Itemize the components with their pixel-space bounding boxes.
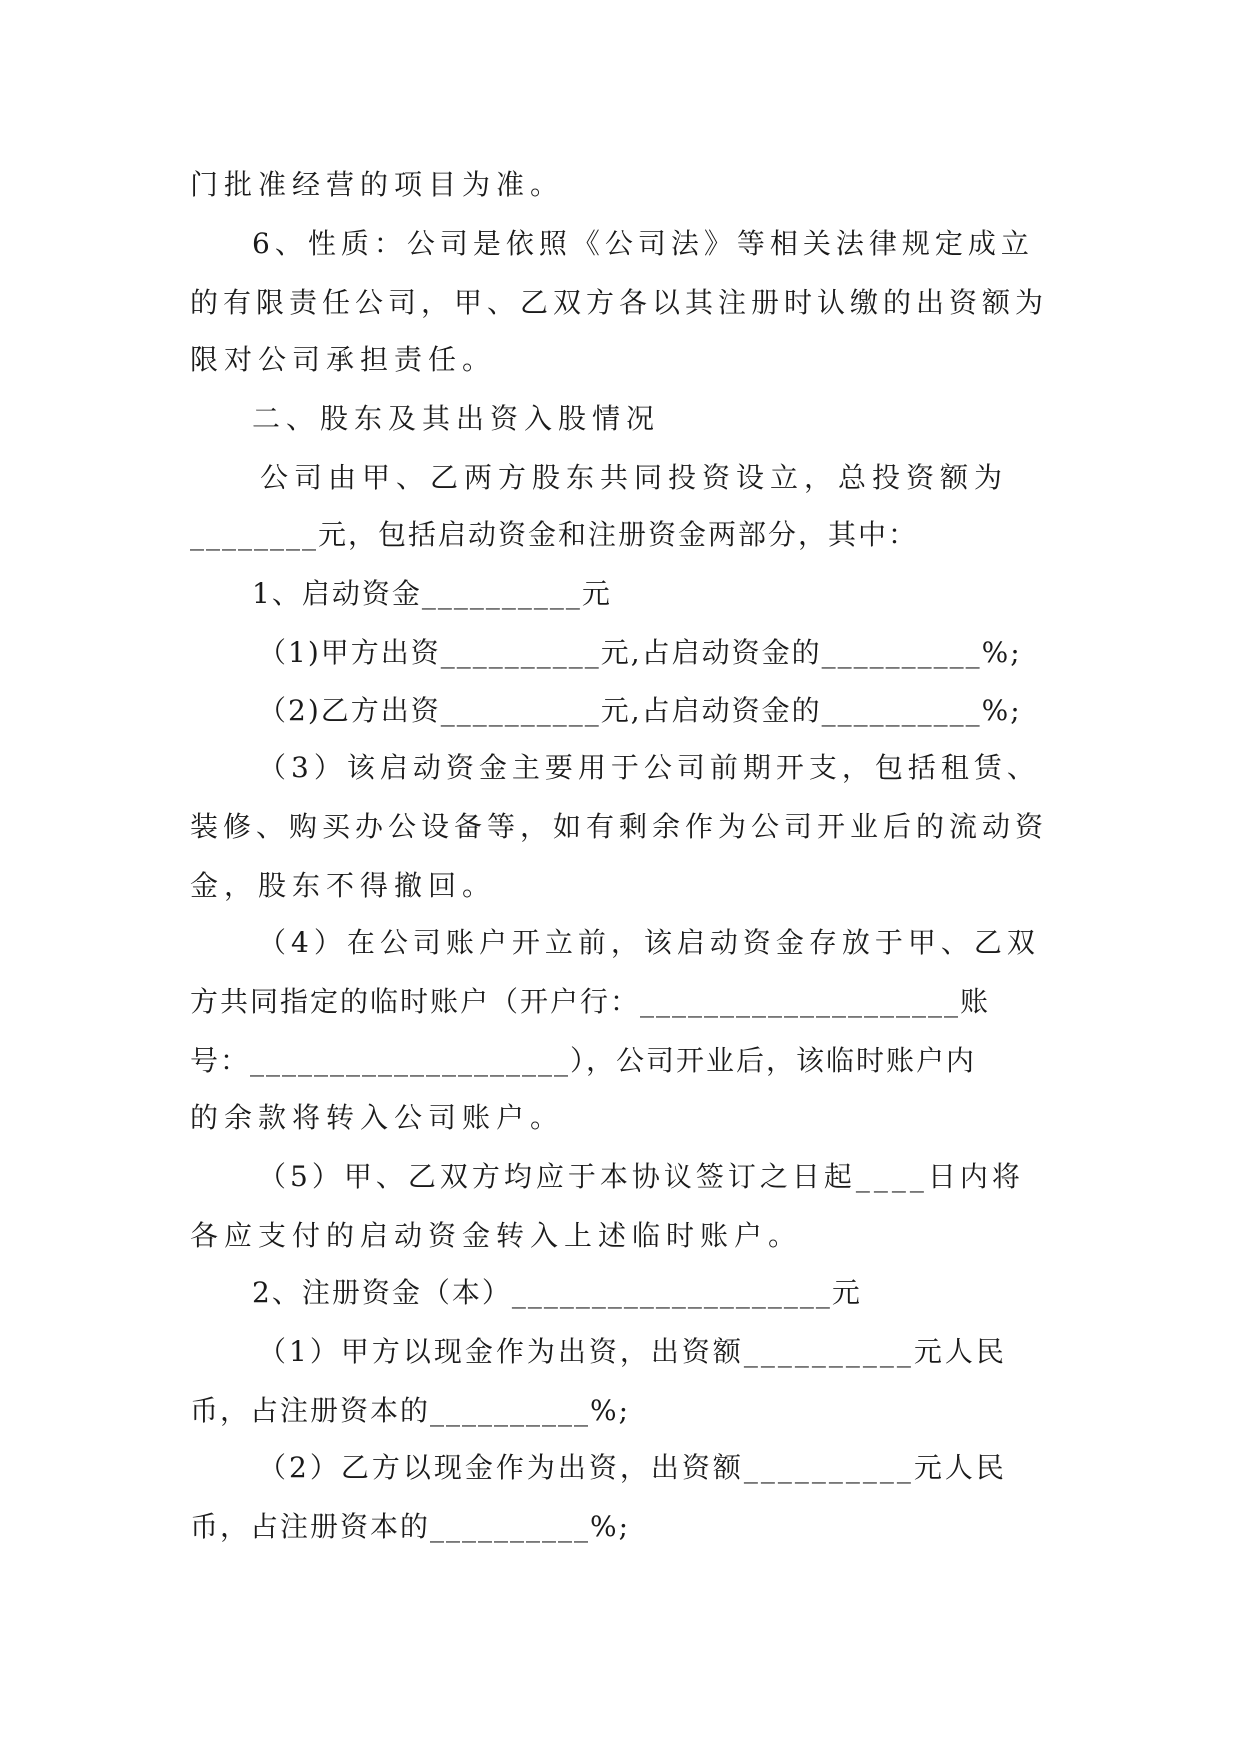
text-line-18: （5）甲、乙双方均应于本协议签订之日起____日内将 [258,1160,1024,1193]
section-heading: 二、股东及其出资入股情况 [252,402,661,435]
text-line-17: 的余款将转入公司账户。 [190,1101,565,1134]
text-line-1: 门批准经营的项目为准。 [190,168,565,201]
text-line-3: 的有限责任公司，甲、乙双方各以其注册时认缴的出资额为 [190,286,1049,319]
text-line-16: 号：____________________），公司开业后，该临时账户内 [190,1044,977,1077]
text-line-24: 币，占注册资本的__________%; [190,1510,631,1543]
text-line-9: （1)甲方出资__________元,占启动资金的__________%; [258,636,1022,669]
text-line-2: 6、性质：公司是依照《公司法》等相关法律规定成立 [252,227,1034,260]
text-line-11: （3）该启动资金主要用于公司前期开支，包括租赁、 [258,751,1040,784]
text-line-13: 金，股东不得撤回。 [190,869,497,902]
text-line-6: 公司由甲、乙两方股东共同投资设立，总投资额为 [260,461,1009,494]
text-line-20: 2、注册资金（本）____________________元 [252,1276,862,1309]
text-line-23: （2）乙方以现金作为出资，出资额__________元人民 [258,1451,1007,1484]
text-line-7: ________元，包括启动资金和注册资金两部分，其中： [190,518,919,551]
text-line-12: 装修、购买办公设备等，如有剩余作为公司开业后的流动资 [190,810,1049,843]
text-line-8: 1、启动资金__________元 [252,577,612,610]
text-line-21: （1）甲方以现金作为出资，出资额__________元人民 [258,1335,1007,1368]
text-line-22: 币，占注册资本的__________%; [190,1394,631,1427]
text-line-15: 方共同指定的临时账户（开户行：____________________账 [190,985,991,1018]
text-line-14: （4）在公司账户开立前，该启动资金存放于甲、乙双 [258,926,1040,959]
text-line-19: 各应支付的启动资金转入上述临时账户。 [190,1219,803,1252]
text-line-10: （2)乙方出资__________元,占启动资金的__________%; [258,694,1022,727]
text-line-4: 限对公司承担责任。 [190,343,497,376]
